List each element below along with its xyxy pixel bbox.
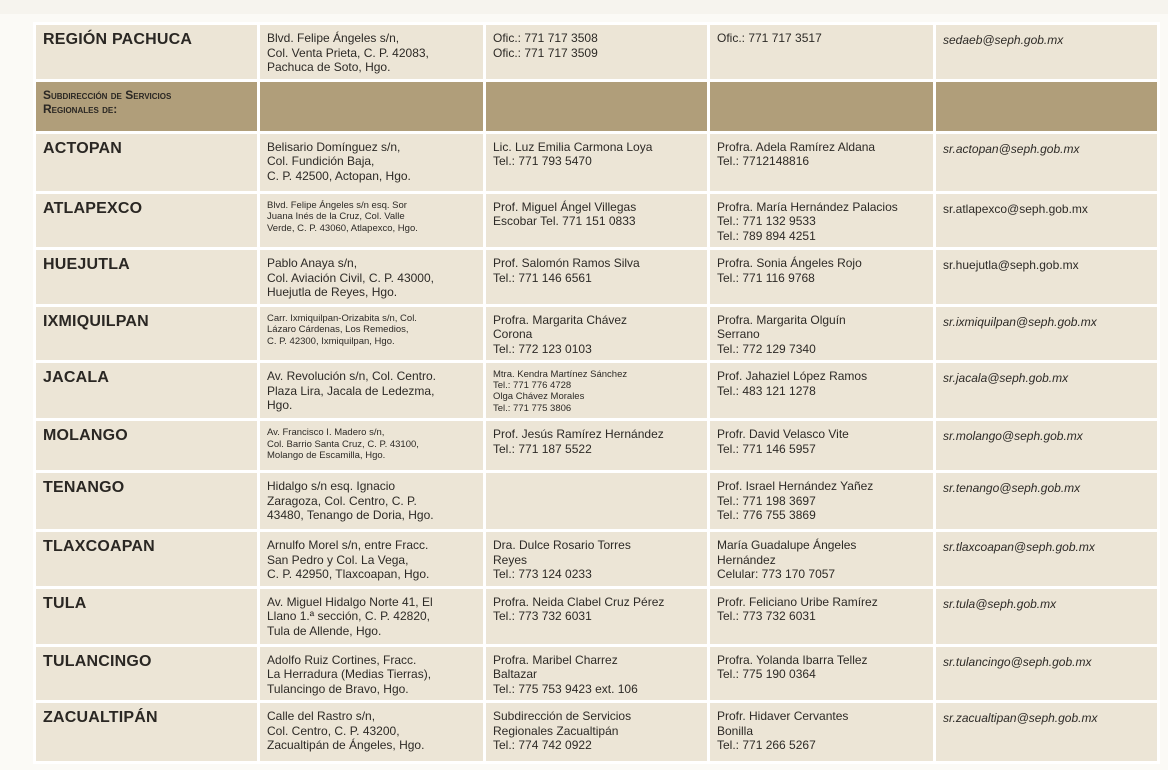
address-line: Calle del Rastro s/n, (267, 709, 376, 723)
address-cell (259, 132, 485, 192)
address-line: Belisario Domínguez s/n, (267, 139, 401, 154)
contact-line: Mtra. Kendra Martínez Sánchez (493, 369, 628, 380)
supervisor-line: Tel.: 771 116 9768 (717, 270, 815, 285)
address-line: Pablo Anaya s/n, (267, 256, 358, 270)
table-row (35, 132, 1159, 192)
supervisor-line: Bonilla (717, 723, 754, 738)
region-name: ATLAPEXCO (43, 199, 143, 217)
email-link[interactable]: sr.atlapexco@seph.gob.mx (943, 201, 1088, 216)
email-link[interactable]: sr.tula@seph.gob.mx (943, 596, 1057, 611)
address-line: C. P. 42300, Ixmiquilpan, Hgo. (267, 335, 395, 347)
region-name: TULANCINGO (43, 652, 152, 670)
contact-line: Ofic.: 771 717 3508 (493, 31, 598, 45)
address-cell (259, 249, 485, 306)
supervisor-cell (709, 702, 935, 763)
address-line: C. P. 42950, Tlaxcoapan, Hgo. (267, 567, 430, 581)
address-cell (259, 645, 485, 702)
supervisor-line: Profra. Margarita Olguín (717, 312, 846, 327)
email-link[interactable]: sr.ixmiquilpan@seph.gob.mx (943, 314, 1097, 329)
address-cell (259, 702, 485, 763)
contact-line: Prof. Miguel Ángel Villegas (493, 199, 637, 214)
email-cell (935, 702, 1159, 763)
email-link[interactable]: sedaeb@seph.gob.mx (943, 33, 1064, 47)
supervisor-line: María Guadalupe Ángeles (717, 538, 857, 552)
contact-cell (485, 132, 709, 192)
supervisor-line: Celular: 773 170 7057 (717, 567, 836, 581)
address-line: Tulancingo de Bravo, Hgo. (267, 681, 409, 696)
contact-line: Tel.: 771 793 5470 (493, 154, 592, 168)
supervisor-cell (709, 362, 935, 420)
email-link[interactable]: sr.tulancingo@seph.gob.mx (943, 654, 1092, 669)
contact-line: Profra. Margarita Chávez (493, 312, 628, 327)
contact-line: Prof. Salomón Ramos Silva (493, 256, 640, 270)
address-line: Col. Fundición Baja, (267, 154, 375, 168)
contact-line: Tel.: 775 753 9423 ext. 106 (493, 681, 638, 696)
supervisor-line: Tel.: 789 894 4251 (717, 228, 816, 243)
region-name: TENANGO (43, 479, 125, 496)
supervisor-cell (709, 249, 935, 306)
address-line: Plaza Lira, Jacala de Ledezma, (267, 383, 435, 398)
contact-cell (485, 362, 709, 420)
contact-line: Corona (493, 327, 533, 341)
contact-line: Prof. Jesús Ramírez Hernández (493, 427, 664, 441)
supervisor-line: Tel.: 771 146 5957 (717, 441, 816, 456)
supervisor-line: Profr. Feliciano Uribe Ramírez (717, 594, 878, 609)
supervisor-line: Profr. David Velasco Vite (717, 427, 849, 441)
region-name: REGIÓN PACHUCA (43, 31, 193, 48)
contact-cell (485, 531, 709, 588)
supervisor-cell (709, 472, 935, 531)
address-line: La Herradura (Medias Tierras), (267, 667, 432, 681)
region-name: TLAXCOAPAN (43, 538, 155, 555)
regional-directory-table (33, 22, 1160, 764)
table-row (35, 702, 1159, 763)
email-cell (935, 249, 1159, 306)
email-cell (935, 587, 1159, 645)
address-line: Huejutla de Reyes, Hgo. (267, 285, 398, 299)
contact-line: Tel.: 771 187 5522 (493, 441, 592, 456)
supervisor-cell (709, 192, 935, 249)
address-line: Tula de Allende, Hgo. (267, 623, 382, 638)
address-line: Llano 1.ª sección, C. P. 42820, (267, 609, 430, 623)
address-line: San Pedro y Col. La Vega, (267, 552, 409, 567)
supervisor-line: Tel.: 771 266 5267 (717, 738, 816, 752)
supervisor-line: Tel.: 771 132 9533 (717, 214, 816, 228)
supervisor-cell (709, 132, 935, 192)
address-line: Lázaro Cárdenas, Los Remedios, (267, 324, 409, 335)
table-row (35, 249, 1159, 306)
contact-line: Regionales Zacualtipán (493, 723, 619, 738)
table-row (35, 192, 1159, 249)
empty-cell (935, 80, 1159, 132)
email-cell (935, 24, 1159, 81)
address-cell (259, 587, 485, 645)
address-line: Blvd. Felipe Ángeles s/n esq. Sor (267, 199, 407, 211)
contact-line: Escobar Tel. 771 151 0833 (493, 214, 636, 228)
supervisor-cell (709, 420, 935, 472)
contact-line: Tel.: 772 123 0103 (493, 341, 592, 356)
address-line: Zaragoza, Col. Centro, C. P. (267, 493, 417, 508)
contact-line: Tel.: 771 776 4728 (493, 380, 572, 392)
address-line: Arnulfo Morel s/n, entre Fracc. (267, 538, 429, 552)
empty-cell (259, 80, 485, 132)
address-cell (259, 24, 485, 81)
region-name-cell (35, 420, 259, 472)
region-name-cell (35, 132, 259, 192)
contact-cell (485, 305, 709, 362)
supervisor-line: Serrano (717, 327, 760, 341)
address-line: Col. Barrio Santa Cruz, C. P. 43100, (267, 438, 419, 450)
region-name: HUEJUTLA (43, 256, 130, 273)
supervisor-line: Tel.: 772 129 7340 (717, 341, 816, 356)
email-link[interactable]: sr.molango@seph.gob.mx (943, 429, 1083, 443)
contact-line: Profra. Neida Clabel Cruz Pérez (493, 594, 665, 609)
contact-line: Lic. Luz Emilia Carmona Loya (493, 139, 653, 154)
table-row (35, 587, 1159, 645)
contact-line: Profra. Maribel Charrez (493, 652, 618, 667)
supervisor-line: Tel.: 7712148816 (717, 154, 810, 168)
contact-line: Ofic.: 771 717 3509 (493, 45, 598, 60)
region-name: IXMIQUILPAN (43, 312, 149, 330)
supervisor-line: Profra. Sonia Ángeles Rojo (717, 256, 862, 270)
address-cell (259, 531, 485, 588)
address-line: Pachuca de Soto, Hgo. (267, 60, 391, 74)
supervisor-line: Tel.: 775 190 0364 (717, 667, 816, 681)
supervisor-line: Profra. Adela Ramírez Aldana (717, 139, 876, 154)
region-name-cell (35, 587, 259, 645)
address-line: Col. Centro, C. P. 43200, (267, 723, 400, 738)
email-link[interactable]: sr.tlaxcoapan@seph.gob.mx (943, 540, 1095, 554)
subheader-cell (35, 80, 259, 132)
supervisor-line: Hernández (717, 552, 776, 567)
subheader-line: Subdirección de Servicios (43, 87, 172, 102)
address-line: Av. Miguel Hidalgo Norte 41, El (267, 594, 433, 609)
table-row (35, 24, 1159, 81)
region-name: TULA (43, 594, 87, 612)
supervisor-cell (709, 24, 935, 81)
contact-line: Olga Chávez Morales (493, 391, 585, 403)
region-name-cell (35, 24, 259, 81)
email-link[interactable]: sr.huejutla@seph.gob.mx (943, 258, 1079, 272)
address-line: Carr. Ixmiquilpan-Orizabita s/n, Col. (267, 312, 417, 324)
address-line: Hidalgo s/n esq. Ignacio (267, 479, 396, 493)
address-cell (259, 305, 485, 362)
address-line: 43480, Tenango de Doria, Hgo. (267, 508, 434, 522)
email-cell (935, 192, 1159, 249)
address-cell (259, 362, 485, 420)
region-name-cell (35, 362, 259, 420)
email-cell (935, 531, 1159, 588)
email-link[interactable]: sr.tenango@seph.gob.mx (943, 481, 1081, 495)
contact-line: Dra. Dulce Rosario Torres (493, 538, 631, 552)
region-name-cell (35, 472, 259, 531)
region-name-cell (35, 305, 259, 362)
table-row (35, 420, 1159, 472)
supervisor-line: Prof. Israel Hernández Yañez (717, 479, 874, 493)
region-name: MOLANGO (43, 427, 128, 444)
supervisor-line: Profra. Yolanda Ibarra Tellez (717, 652, 868, 667)
email-link[interactable]: sr.actopan@seph.gob.mx (943, 141, 1080, 156)
contact-cell (485, 249, 709, 306)
contact-cell (485, 472, 709, 531)
supervisor-line: Profra. María Hernández Palacios (717, 199, 898, 214)
region-name: ZACUALTIPÁN (43, 709, 158, 726)
email-cell (935, 472, 1159, 531)
address-line: Av. Francisco I. Madero s/n, (267, 427, 385, 438)
table-row (35, 305, 1159, 362)
contact-line: Tel.: 774 742 0922 (493, 738, 592, 752)
table-row (35, 531, 1159, 588)
address-cell (259, 420, 485, 472)
contact-line: Tel.: 771 146 6561 (493, 270, 592, 285)
region-name-cell (35, 249, 259, 306)
table-row (35, 472, 1159, 531)
supervisor-cell (709, 305, 935, 362)
subheader-line: Regionales de: (43, 101, 118, 116)
subheader-row (35, 80, 1159, 132)
supervisor-cell (709, 587, 935, 645)
email-link[interactable]: sr.zacualtipan@seph.gob.mx (943, 711, 1098, 725)
contact-cell (485, 192, 709, 249)
contact-line: Tel.: 773 124 0233 (493, 567, 592, 581)
address-line: Blvd. Felipe Ángeles s/n, (267, 31, 400, 45)
supervisor-cell (709, 645, 935, 702)
region-name-cell (35, 645, 259, 702)
address-line: Zacualtipán de Ángeles, Hgo. (267, 738, 425, 752)
contact-line: Tel.: 771 775 3806 (493, 402, 572, 414)
contact-cell (485, 645, 709, 702)
supervisor-line: Tel.: 776 755 3869 (717, 508, 816, 522)
address-line: Molango de Escamilla, Hgo. (267, 450, 386, 461)
contact-cell (485, 24, 709, 81)
contact-line: Tel.: 773 732 6031 (493, 609, 592, 623)
email-link[interactable]: sr.jacala@seph.gob.mx (943, 371, 1069, 385)
supervisor-line: Prof. Jahaziel López Ramos (717, 369, 868, 383)
top-strip (0, 0, 1168, 14)
contact-cell (485, 587, 709, 645)
supervisor-line: Tel.: 483 121 1278 (717, 383, 816, 398)
address-line: Hgo. (267, 398, 293, 412)
empty-cell (485, 80, 709, 132)
contact-line: Reyes (493, 552, 528, 567)
region-name-cell (35, 192, 259, 249)
supervisor-line: Ofic.: 771 717 3517 (717, 31, 822, 45)
address-line: C. P. 42500, Actopan, Hgo. (267, 168, 411, 183)
email-cell (935, 420, 1159, 472)
email-cell (935, 645, 1159, 702)
region-name: JACALA (43, 369, 110, 386)
contact-cell (485, 702, 709, 763)
address-line: Juana Inés de la Cruz, Col. Valle (267, 211, 405, 222)
table-row (35, 362, 1159, 420)
address-line: Adolfo Ruiz Cortines, Fracc. (267, 652, 417, 667)
address-cell (259, 472, 485, 531)
address-line: Verde, C. P. 43060, Atlapexco, Hgo. (267, 222, 418, 234)
table-row (35, 645, 1159, 702)
address-cell (259, 192, 485, 249)
supervisor-line: Tel.: 773 732 6031 (717, 609, 816, 623)
email-cell (935, 305, 1159, 362)
contact-line: Baltazar (493, 667, 538, 681)
empty-cell (709, 80, 935, 132)
address-line: Av. Revolución s/n, Col. Centro. (267, 369, 436, 383)
region-name: ACTOPAN (43, 139, 123, 157)
contact-cell (485, 420, 709, 472)
supervisor-cell (709, 531, 935, 588)
email-cell (935, 132, 1159, 192)
contact-line: Subdirección de Servicios (493, 709, 632, 723)
supervisor-line: Tel.: 771 198 3697 (717, 493, 816, 508)
address-line: Col. Venta Prieta, C. P. 42083, (267, 45, 429, 60)
address-line: Col. Aviación Civil, C. P. 43000, (267, 270, 434, 285)
region-name-cell (35, 702, 259, 763)
email-cell (935, 362, 1159, 420)
region-name-cell (35, 531, 259, 588)
supervisor-line: Profr. Hidaver Cervantes (717, 709, 849, 723)
